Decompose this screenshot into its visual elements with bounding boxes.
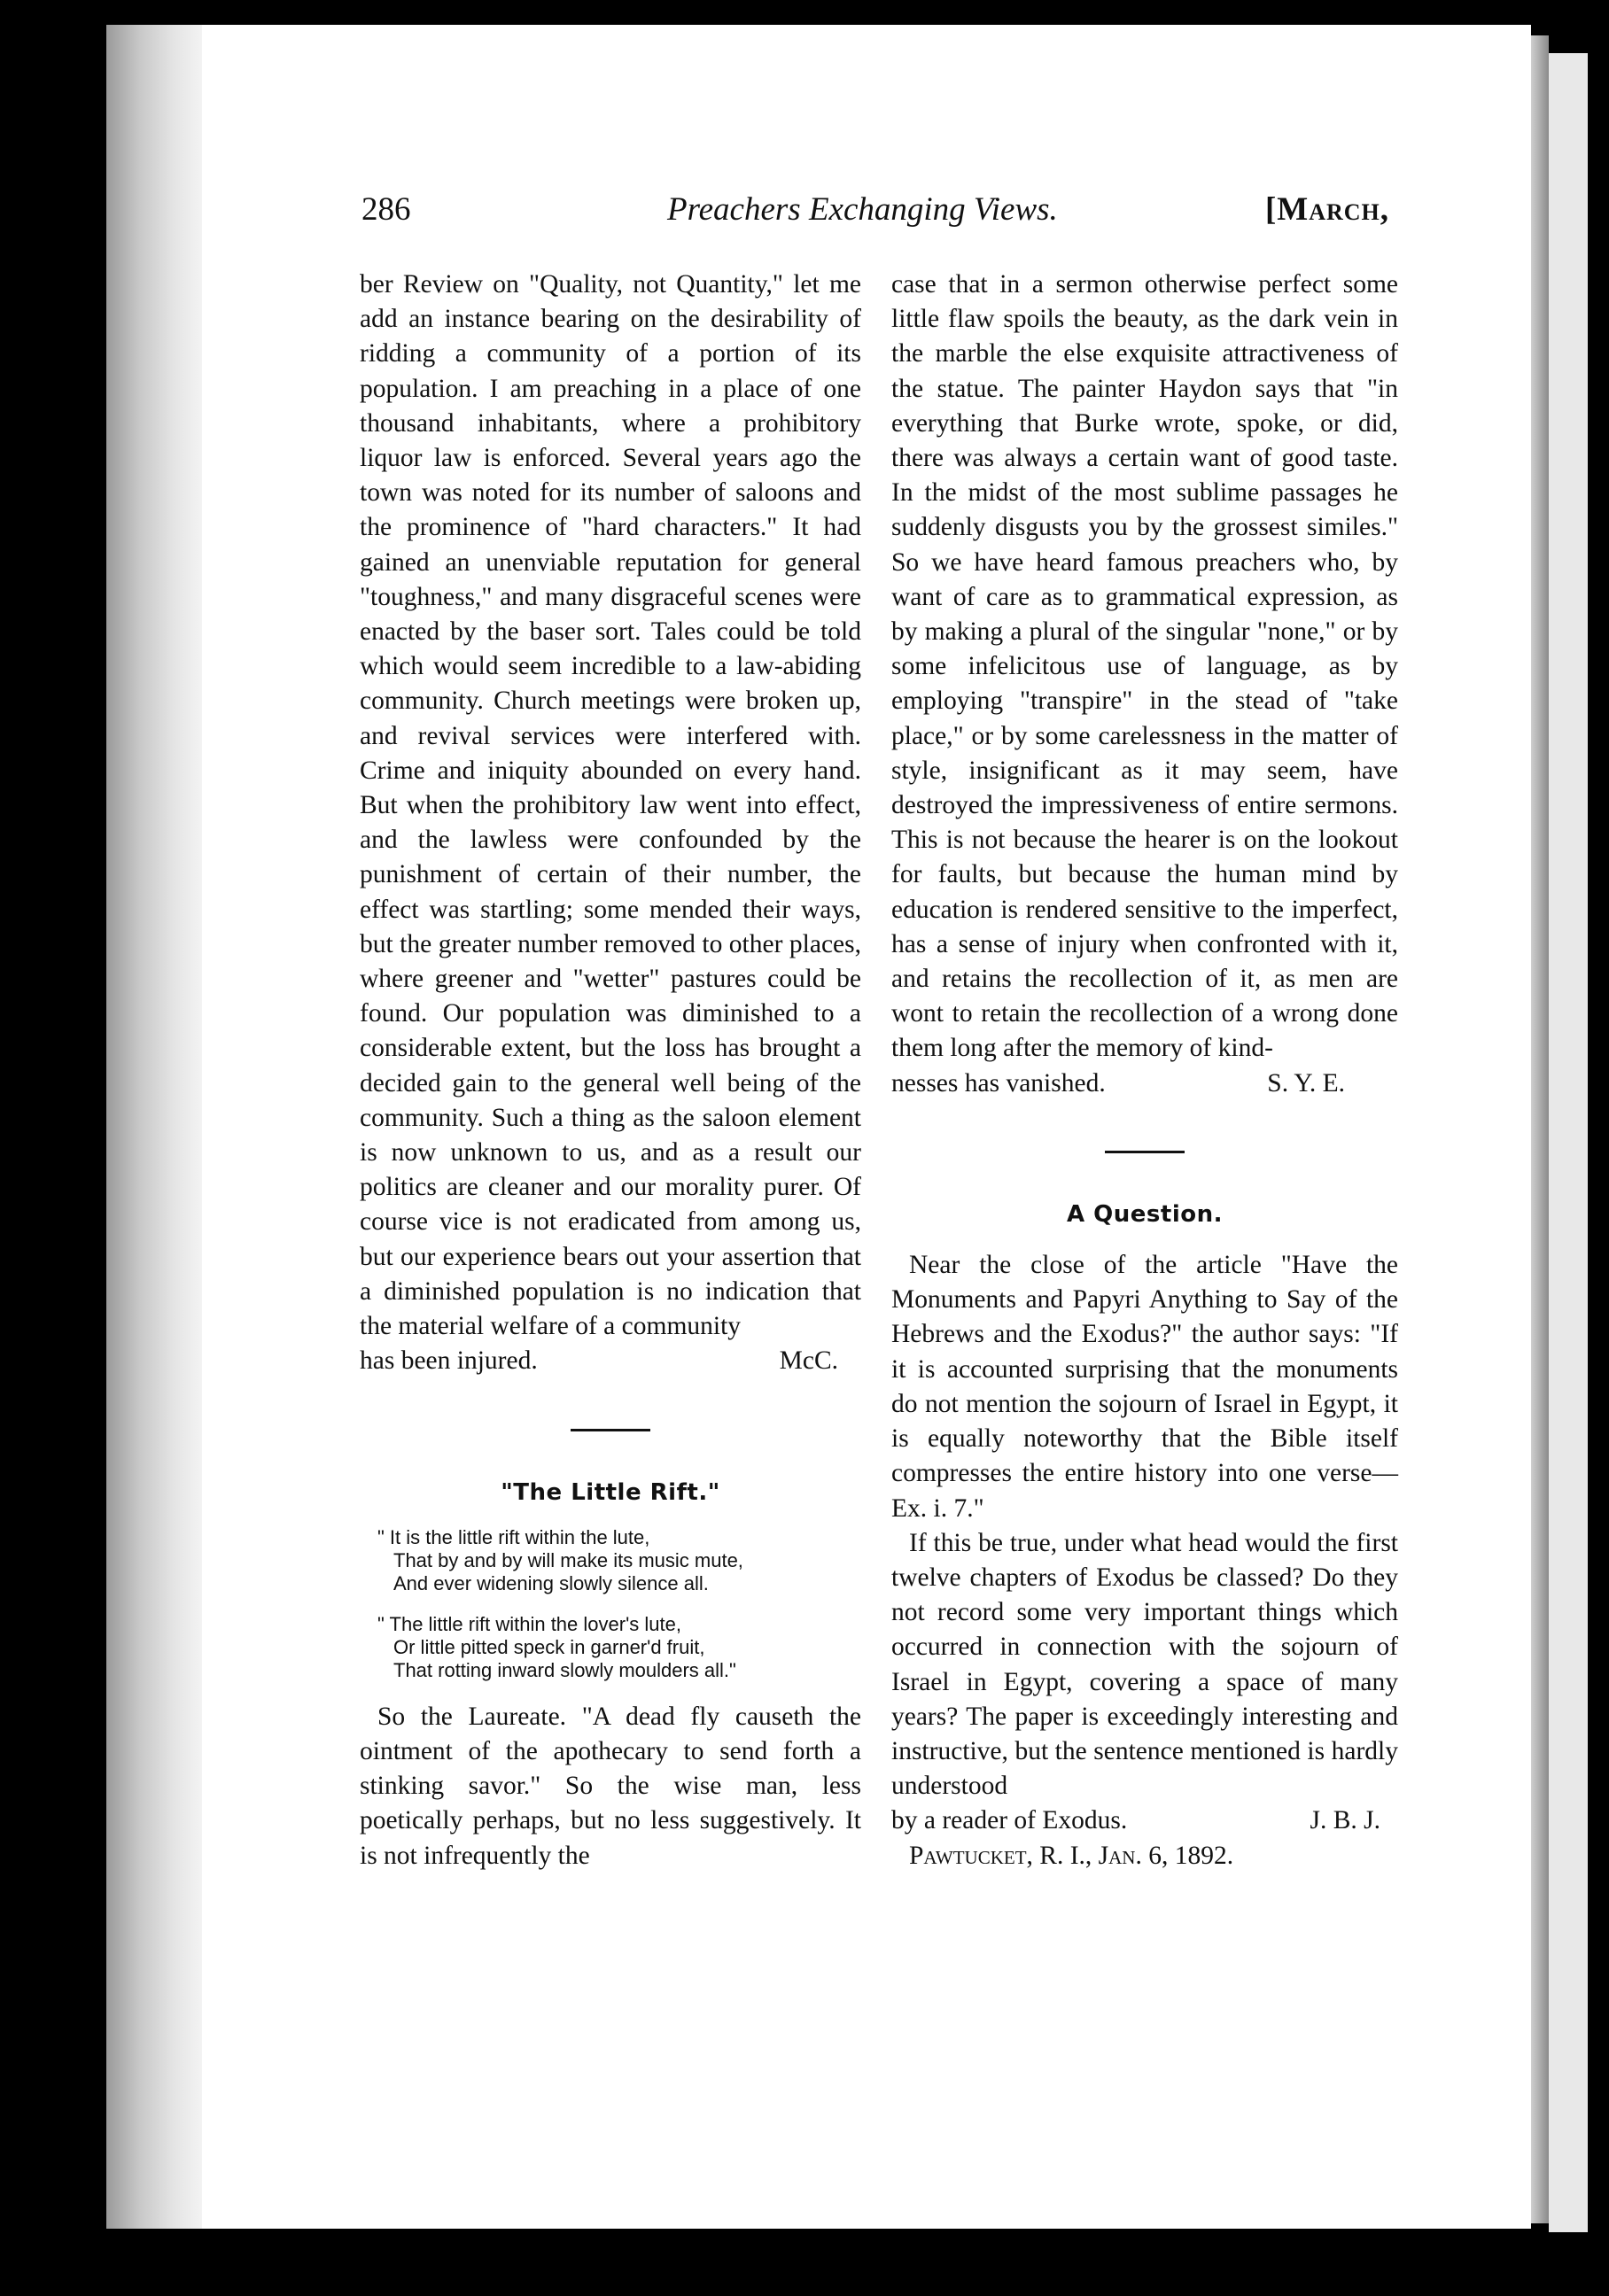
section-divider bbox=[1105, 1151, 1185, 1153]
running-title: Preachers Exchanging Views. bbox=[667, 191, 1058, 228]
poem-stanza-1 bbox=[377, 1526, 861, 1595]
poem-stanza-2 bbox=[377, 1613, 861, 1682]
signature-line bbox=[891, 1067, 1398, 1101]
running-header bbox=[361, 190, 1389, 244]
poem-line: And ever widening slowly silence all. bbox=[393, 1571, 709, 1594]
dateline: Pawtucket, R. I., Jan. 6, 1892. bbox=[909, 1841, 1234, 1870]
month-label: [March, bbox=[1264, 191, 1389, 228]
closing-line: has been injured. bbox=[360, 1346, 538, 1376]
poem-line: That by and by will make its music mute, bbox=[393, 1548, 743, 1571]
signature-line bbox=[360, 1344, 861, 1378]
signature: J. B. J. bbox=[1310, 1806, 1380, 1835]
poem-line: That rotting inward slowly moulders all." bbox=[393, 1658, 736, 1681]
question-paragraph-2: If this be true, under what head would the first twelve chapters of Exodus be classed? Do they not record some very important things which occurred in connection with the sojourn of Israel in Egypt, covering a space of many years? The paper is exceedingly interesting and instructive, but the sentence mentioned is hardly understood bbox=[891, 1528, 1398, 1801]
closing-line: by a reader of Exodus. bbox=[891, 1806, 1128, 1835]
signature: McC. bbox=[779, 1346, 838, 1376]
book-page-edges bbox=[106, 25, 202, 2229]
adjacent-page-edge bbox=[1549, 53, 1588, 2232]
signature: S. Y. E. bbox=[1267, 1068, 1345, 1098]
left-column bbox=[360, 268, 861, 1873]
question-paragraph-1: Near the close of the article "Have the Monuments and Papyri Anything to Say of the Hebrews and the Exodus?" the author says: "If it is accounted surprising that the monuments do not mention the sojourn of Israel in Egypt, it is equally noteworthy that the Bible itself compresses the entire history into one verse—Ex. i. 7." bbox=[891, 1251, 1398, 1523]
section-divider bbox=[571, 1429, 650, 1431]
body-paragraph: So the Laureate. "A dead fly causeth the ointment of the apothecary to send forth a stinking savor." So the wise man, less poetically perhaps, but no less suggestively. It is not infrequently the bbox=[360, 1702, 861, 1870]
right-column bbox=[891, 268, 1398, 1873]
page-number: 286 bbox=[361, 191, 411, 228]
book-gutter bbox=[1531, 35, 1549, 2223]
poem-line: Or little pitted speck in garner'd fruit, bbox=[393, 1635, 705, 1658]
signature-line bbox=[891, 1803, 1398, 1838]
continuation-paragraph: case that in a sermon otherwise perfect some little flaw spoils the beauty, as the dark vein in the marble the else exquisite attractiveness of the statue. The painter Haydon says that "in everything that Burke wrote, spoke, or did, there was always a certain want of good taste. In the midst of the most sublime passages he suddenly disgusts you by the grossest similes." So we have heard famous preachers who, by want of care as to grammatical expression, as by making a plural of the singular "none," or by some infelicitous use of language, as by employing "transpire" in the stead of "take place," or by some carelessness in the matter of style, insignificant as it may seem, have destroyed the impressiveness of entire sermons. This is not because the hearer is on the lookout for faults, but because the human mind by education is rendered sensitive to the imperfect, has a sense of injury when confronted with it, and retains the recollection of it, as men are wont to retain the recollection of a wrong done them long after the memory of kind- bbox=[891, 270, 1398, 1063]
poem-line: " The little rift within the lover's lute, bbox=[377, 1612, 681, 1635]
section-title-question: A Question. bbox=[1067, 1200, 1223, 1228]
intro-paragraph: ber Review on "Quality, not Quantity," let me add an instance bearing on the desirability of ridding a community of a portion of its population. I am preaching in a place of one thousand inhabitants, where a prohibitory liquor law is enforced. Several years ago the town was noted for its number of saloons and the prominence of "hard characters." It had gained an unenviable reputation for general "toughness," and many disgraceful scenes were enacted by the baser sort. Tales could be told which would seem incredible to a law-abiding community. Church meetings were broken up, and revival services were interfered with. Crime and iniquity abounded on every hand. But when the prohibitory law went into effect, and the lawless were confounded by the punishment of certain of their number, the effect was startling; some mended their ways, but the greater number removed to other places, where greener and "wetter" pastures could be found. Our population was diminished to a considerable extent, but the loss has brought a decided gain to the general well being of the community. Such a thing as the saloon element is now unknown to us, and as a result our politics are cleaner and our morality purer. Of course vice is not eradicated from among us, but our experience bears out your assertion that a diminished population is no indication that the material welfare of a community bbox=[360, 270, 861, 1341]
poem-line: " It is the little rift within the lute, bbox=[377, 1525, 650, 1548]
section-title-little-rift: "The Little Rift." bbox=[501, 1478, 720, 1506]
closing-line: nesses has vanished. bbox=[891, 1068, 1106, 1098]
